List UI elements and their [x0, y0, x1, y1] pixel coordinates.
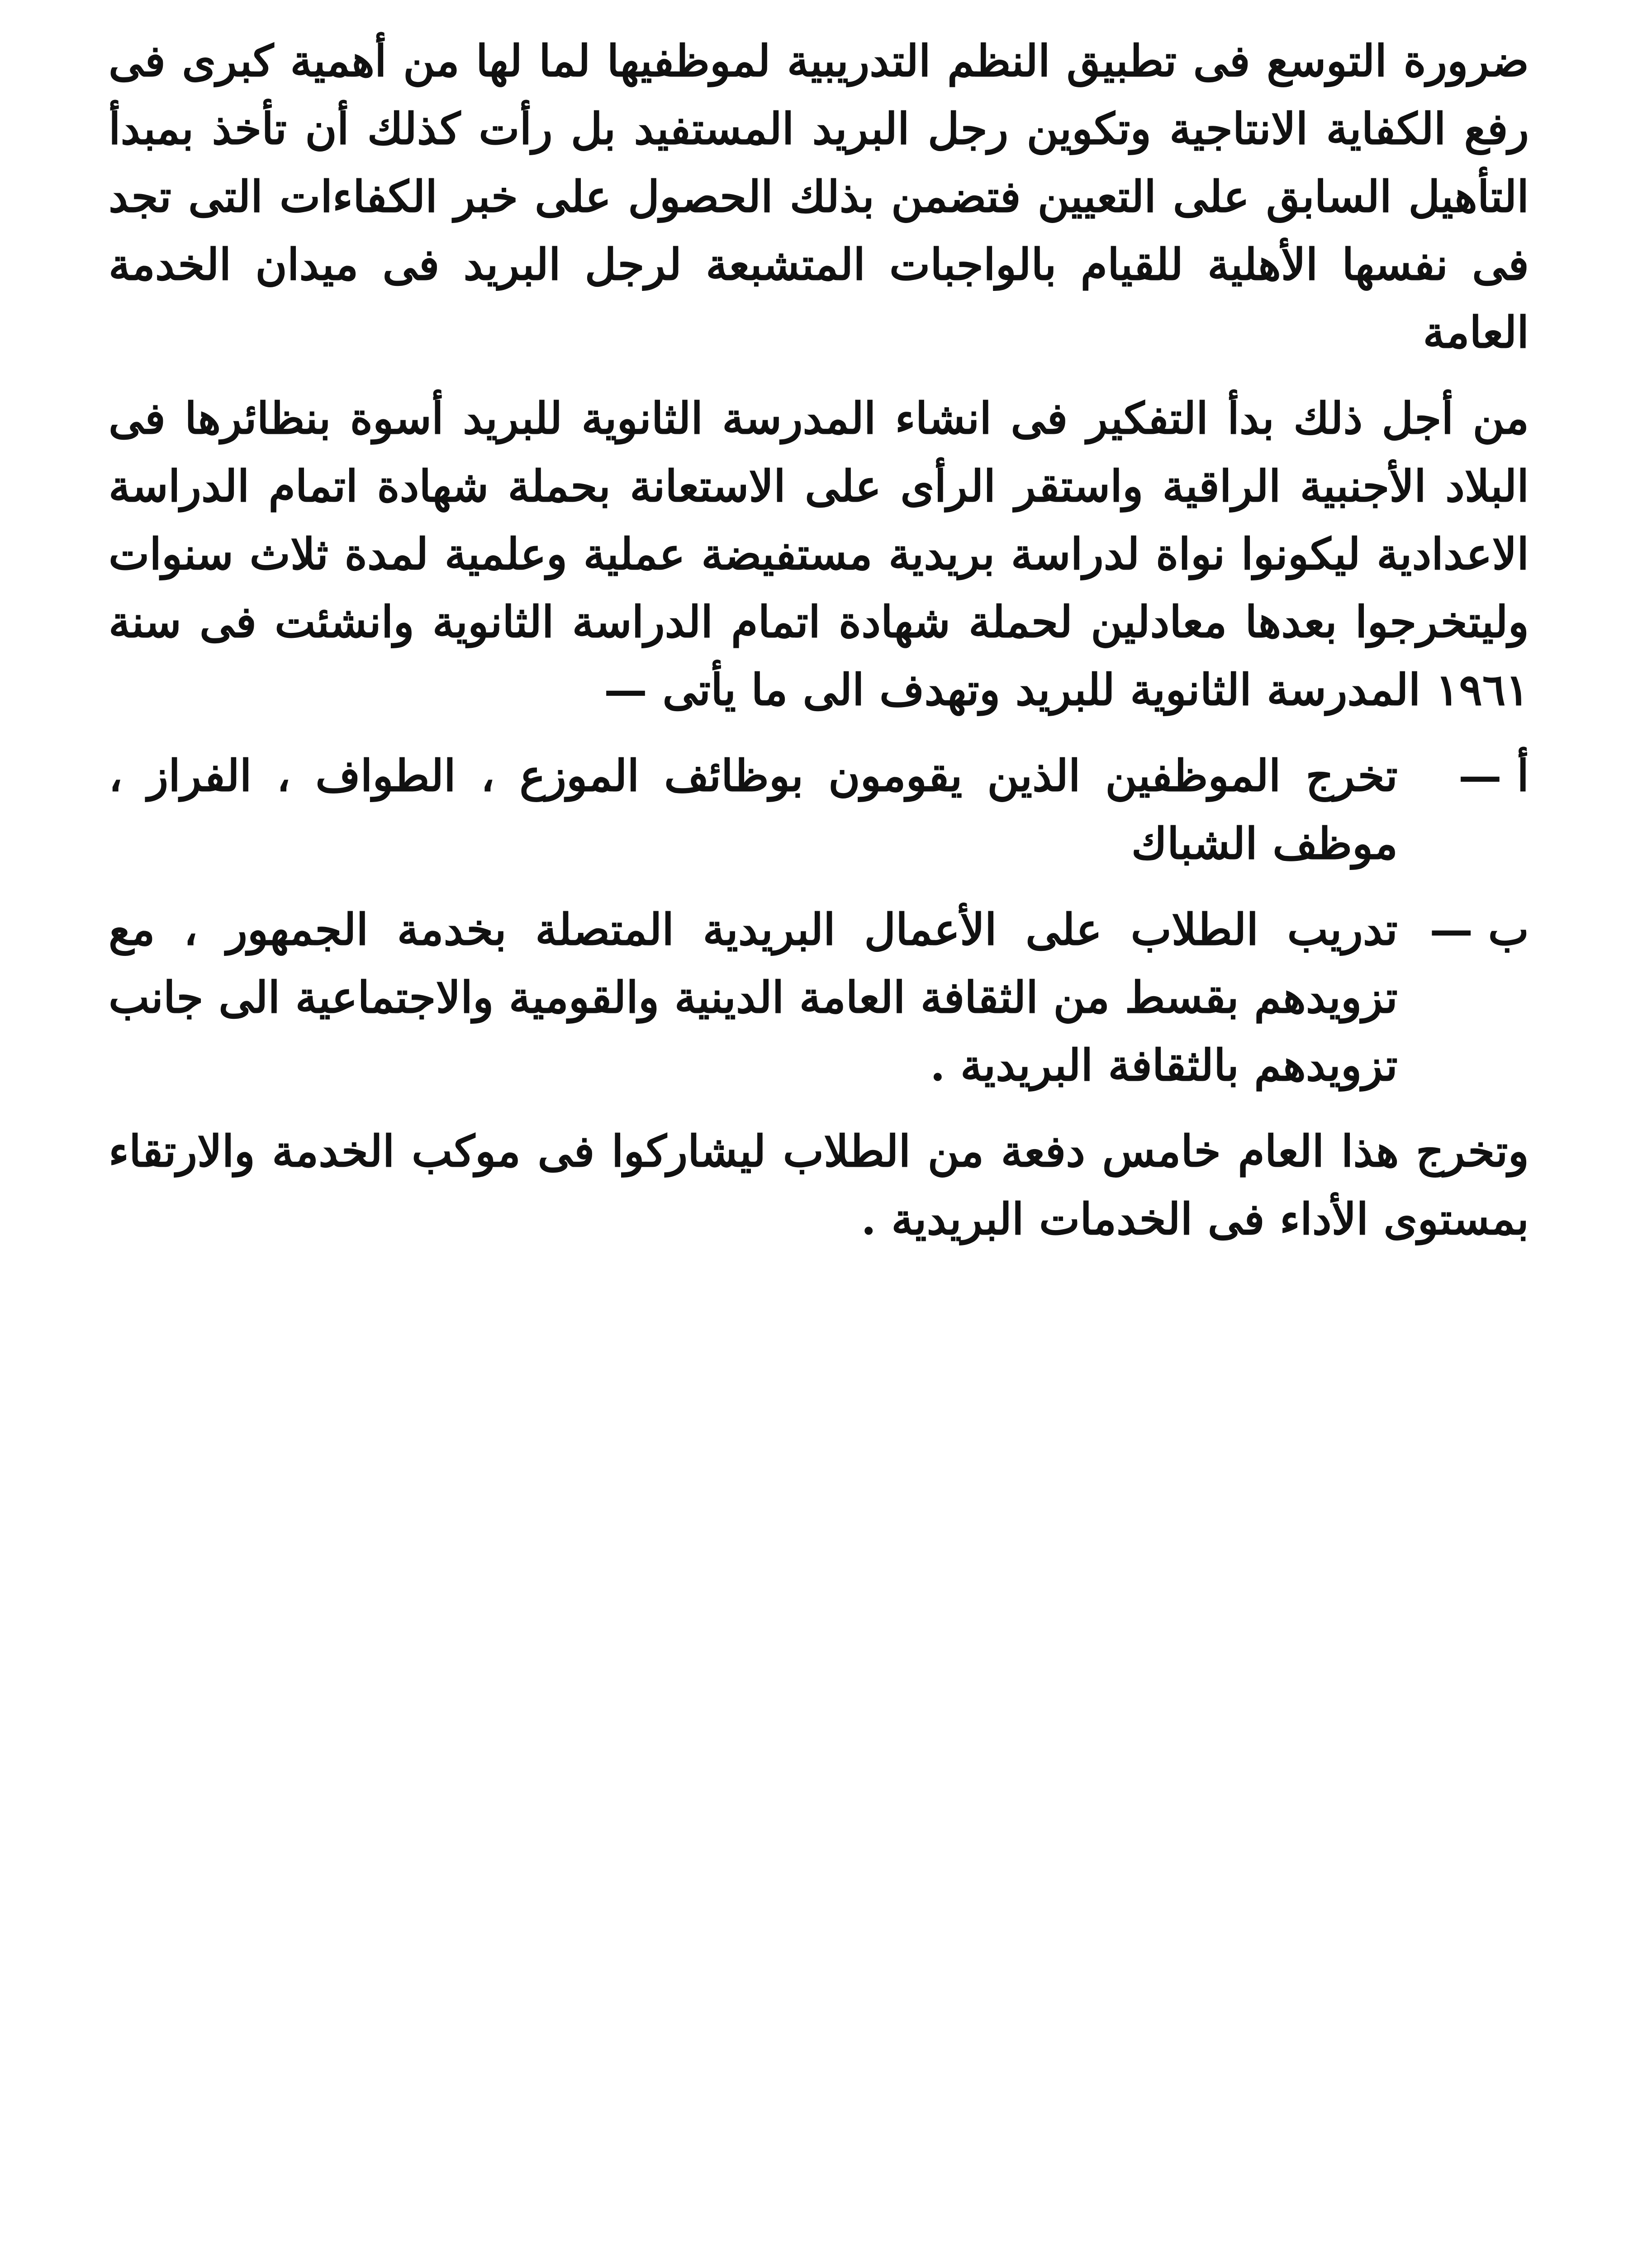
list-text-b: تدريب الطلاب على الأعمال البريدية المتصلة بخدمة الجمهور ، مع تزويدهم بقسط من الثقافة العامة الدينية والقومية والاجتماعية الى جانب تزويدهم بالثقافة البريدية . [109, 904, 1398, 1091]
intro-paragraph: ضرورة التوسع فى تطبيق النظم التدريبية لموظفيها لما لها من أهمية كبرى فى رفع الكفاية الانتاجية وتكوين رجل البريد المستفيد بل رأت كذلك أن تأخذ بمبدأ التأهيل السابق على التعيين فتضمن بذلك الحصول على خبر الكفاءات التى تجد فى نفسها الأهلية للقيام بالواجبات المتشبعة لرجل البريد فى ميدان الخدمة العامة [109, 35, 1529, 358]
list-item-b [109, 896, 1529, 1099]
body-text [109, 27, 1529, 1271]
school-paragraph: من أجل ذلك بدأ التفكير فى انشاء المدرسة الثانوية للبريد أسوة بنظائرها فى البلاد الأجنبية الراقية واستقر الرأى على الاستعانة بحملة شهادة اتمام الدراسة الاعدادية ليكونوا نواة لدراسة بريدية مستفيضة عملية وعلمية لمدة ثلاث سنوات وليتخرجوا بعدها معادلين لحملة شهادة اتمام الدراسة الثانوية وانشئت فى سنة ١٩٦١ المدرسة الثانوية للبريد وتهدف الى ما يأتى — [109, 393, 1529, 715]
list-item-a [109, 742, 1529, 878]
list-marker-b: ب — [1429, 904, 1529, 955]
list-text-a: تخرج الموظفين الذين يقومون بوظائف الموزع ، الطواف ، الفراز ، موظف الشباك [109, 750, 1398, 869]
closing-paragraph: وتخرج هذا العام خامس دفعة من الطلاب ليشاركوا فى موكب الخدمة والارتقاء بمستوى الأداء فى الخدمات البريدية . [109, 1126, 1529, 1245]
list-marker-a: أ — [1458, 750, 1529, 801]
